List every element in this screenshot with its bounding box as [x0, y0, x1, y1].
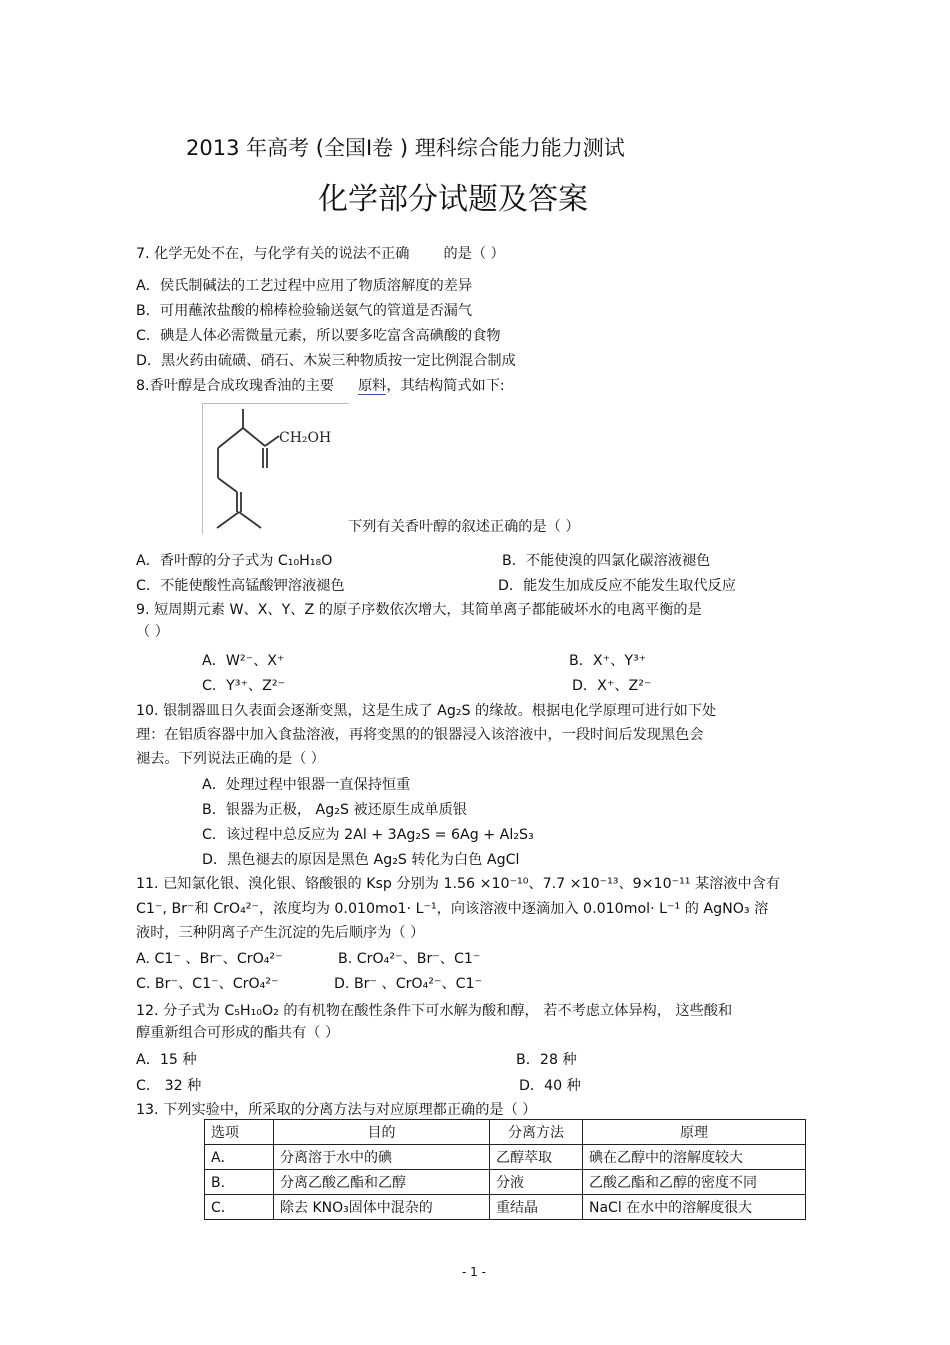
q8-link-yuanliao[interactable]: 原料	[357, 378, 387, 394]
table-header-cell: 选项	[205, 1120, 274, 1145]
page-title: 化学部分试题及答案	[318, 182, 588, 217]
q10-line1: 10. 银制器皿日久表面会逐渐变黑，这是生成了 Ag₂S 的缘故。根据电化学原理可进行如下处	[136, 703, 717, 719]
q11-option-d: D. Br⁻ 、CrO₄²⁻、C1⁻	[334, 976, 483, 992]
table-cell: C．	[205, 1195, 274, 1220]
q10-option-c: C．该过程中总反应为 2Al + 3Ag₂S = 6Ag + Al₂S₃	[202, 827, 534, 843]
exam-title: 2013 年高考 (全国Ⅰ卷 ) 理科综合能力能力测试	[186, 136, 625, 160]
q12-option-c: C． 32 种	[136, 1078, 202, 1094]
q12-option-b: B．28 种	[516, 1052, 577, 1068]
q11-option-c: C. Br⁻、C1⁻、CrO₄²⁻	[136, 976, 279, 992]
q7-option-a: A．侯氏制碱法的工艺过程中应用了物质溶解度的差异	[136, 278, 473, 294]
table-cell: 除去 KNO₃固体中混杂的	[274, 1195, 490, 1220]
q10-line2: 理：在铝质容器中加入食盐溶液，再将变黑的的银器浸入该溶液中，一段时间后发现黑色会	[136, 727, 704, 743]
q9-option-d: D．X⁺、Z²⁻	[572, 678, 652, 694]
table-cell: 碘在乙醇中的溶解度较大	[583, 1145, 806, 1170]
table-row	[205, 1195, 806, 1220]
q11-option-b: B. CrO₄²⁻、Br⁻、C1⁻	[338, 951, 481, 967]
q12-line2: 醇重新组合可形成的酯共有（ ）	[136, 1025, 340, 1041]
q11-line1: 11. 已知氯化银、溴化银、铬酸银的 Ksp 分别为 1.56 ×10⁻¹⁰、7.7 ×10⁻¹³、9×10⁻¹¹ 某溶液中含有	[136, 876, 781, 892]
q12-option-a: A．15 种	[136, 1052, 197, 1068]
q9-stem: 9. 短周期元素 W、X、Y、Z 的原子序数依次增大，其简单离子都能破坏水的电离平衡的是	[136, 602, 702, 618]
q7-stem-text: 7. 化学无处不在，与化学有关的说法不正确	[136, 246, 410, 262]
q13-stem: 13. 下列实验中，所采取的分离方法与对应原理都正确的是（ ）	[136, 1102, 537, 1118]
q7-option-b: B．可用蘸浓盐酸的棉棒检验输送氨气的管道是否漏气	[136, 303, 473, 319]
q7-option-c: C．碘是人体必需微量元素，所以要多吃富含高碘酸的食物	[136, 328, 501, 344]
q11-line2: C1⁻, Br⁻和 CrO₄²⁻，浓度均为 0.010mo1· L⁻¹，向该溶液中逐滴加入 0.010mol· L⁻¹ 的 AgNO₃ 溶	[136, 901, 769, 917]
q8-stem-tail: ，其结构简式如下:	[386, 378, 505, 394]
q8-option-c: C．不能使酸性高锰酸钾溶液褪色	[136, 578, 345, 594]
page-number: - 1 -	[462, 1265, 486, 1279]
q10-line3: 褪去。下列说法正确的是（ ）	[136, 751, 325, 767]
q8-stem	[136, 377, 505, 395]
q11-line3: 液时，三种阴离子产生沉淀的先后顺序为（ ）	[136, 925, 425, 941]
q7-stem-tail: 的是（ ）	[443, 246, 505, 262]
table-cell: 重结晶	[490, 1195, 583, 1220]
geraniol-skeletal-formula	[203, 404, 349, 534]
table-row	[205, 1170, 806, 1195]
table-cell: 分液	[490, 1170, 583, 1195]
q13-table	[204, 1119, 806, 1220]
table-header-cell: 目的	[274, 1120, 490, 1145]
table-header-row	[205, 1120, 806, 1145]
ch2oh-label: CH₂OH	[279, 430, 332, 446]
q10-option-d: D．黑色褪去的原因是黑色 Ag₂S 转化为白色 AgCl	[202, 852, 520, 868]
q8-option-b: B．不能使溴的四氯化碳溶液褪色	[502, 553, 711, 569]
q9-option-b: B．X⁺、Y³⁺	[569, 653, 647, 669]
table-row	[205, 1145, 806, 1170]
table-cell: 乙醇萃取	[490, 1145, 583, 1170]
table-cell: B．	[205, 1170, 274, 1195]
table-header-cell: 分离方法	[490, 1120, 583, 1145]
q9-option-c: C．Y³⁺、Z²⁻	[202, 678, 286, 694]
table-cell: 分离溶于水中的碘	[274, 1145, 490, 1170]
q10-option-a: A．处理过程中银器一直保持恒重	[202, 777, 411, 793]
table-header-cell: 原理	[583, 1120, 806, 1145]
q11-option-a: A. C1⁻ 、Br⁻、CrO₄²⁻	[136, 951, 283, 967]
table-cell: 分离乙酸乙酯和乙醇	[274, 1170, 490, 1195]
table-cell: 乙酸乙酯和乙醇的密度不同	[583, 1170, 806, 1195]
q7-option-d: D．黑火药由硫磺、硝石、木炭三种物质按一定比例混合制成	[136, 353, 516, 369]
q9-option-a: A．W²⁻、X⁺	[202, 653, 285, 669]
q12-line1: 12. 分子式为 C₅H₁₀O₂ 的有机物在酸性条件下可水解为酸和醇， 若不考虑立体异构， 这些酸和	[136, 1003, 733, 1019]
table-cell: NaCl 在水中的溶解度很大	[583, 1195, 806, 1220]
q9-paren: （ ）	[136, 624, 169, 640]
geraniol-structure-image	[202, 403, 349, 534]
table-cell: A．	[205, 1145, 274, 1170]
q8-option-a: A．香叶醇的分子式为 C₁₀H₁₈O	[136, 553, 333, 569]
q12-option-d: D．40 种	[519, 1078, 581, 1094]
q8-option-d: D．能发生加成反应不能发生取代反应	[498, 578, 736, 594]
q8-question: 下列有关香叶醇的叙述正确的是（ ）	[348, 519, 580, 535]
q7-stem	[136, 245, 505, 263]
q10-option-b: B．银器为正极， Ag₂S 被还原生成单质银	[202, 802, 467, 818]
q8-stem-text: 8.香叶醇是合成玫瑰香油的主要	[136, 378, 334, 394]
